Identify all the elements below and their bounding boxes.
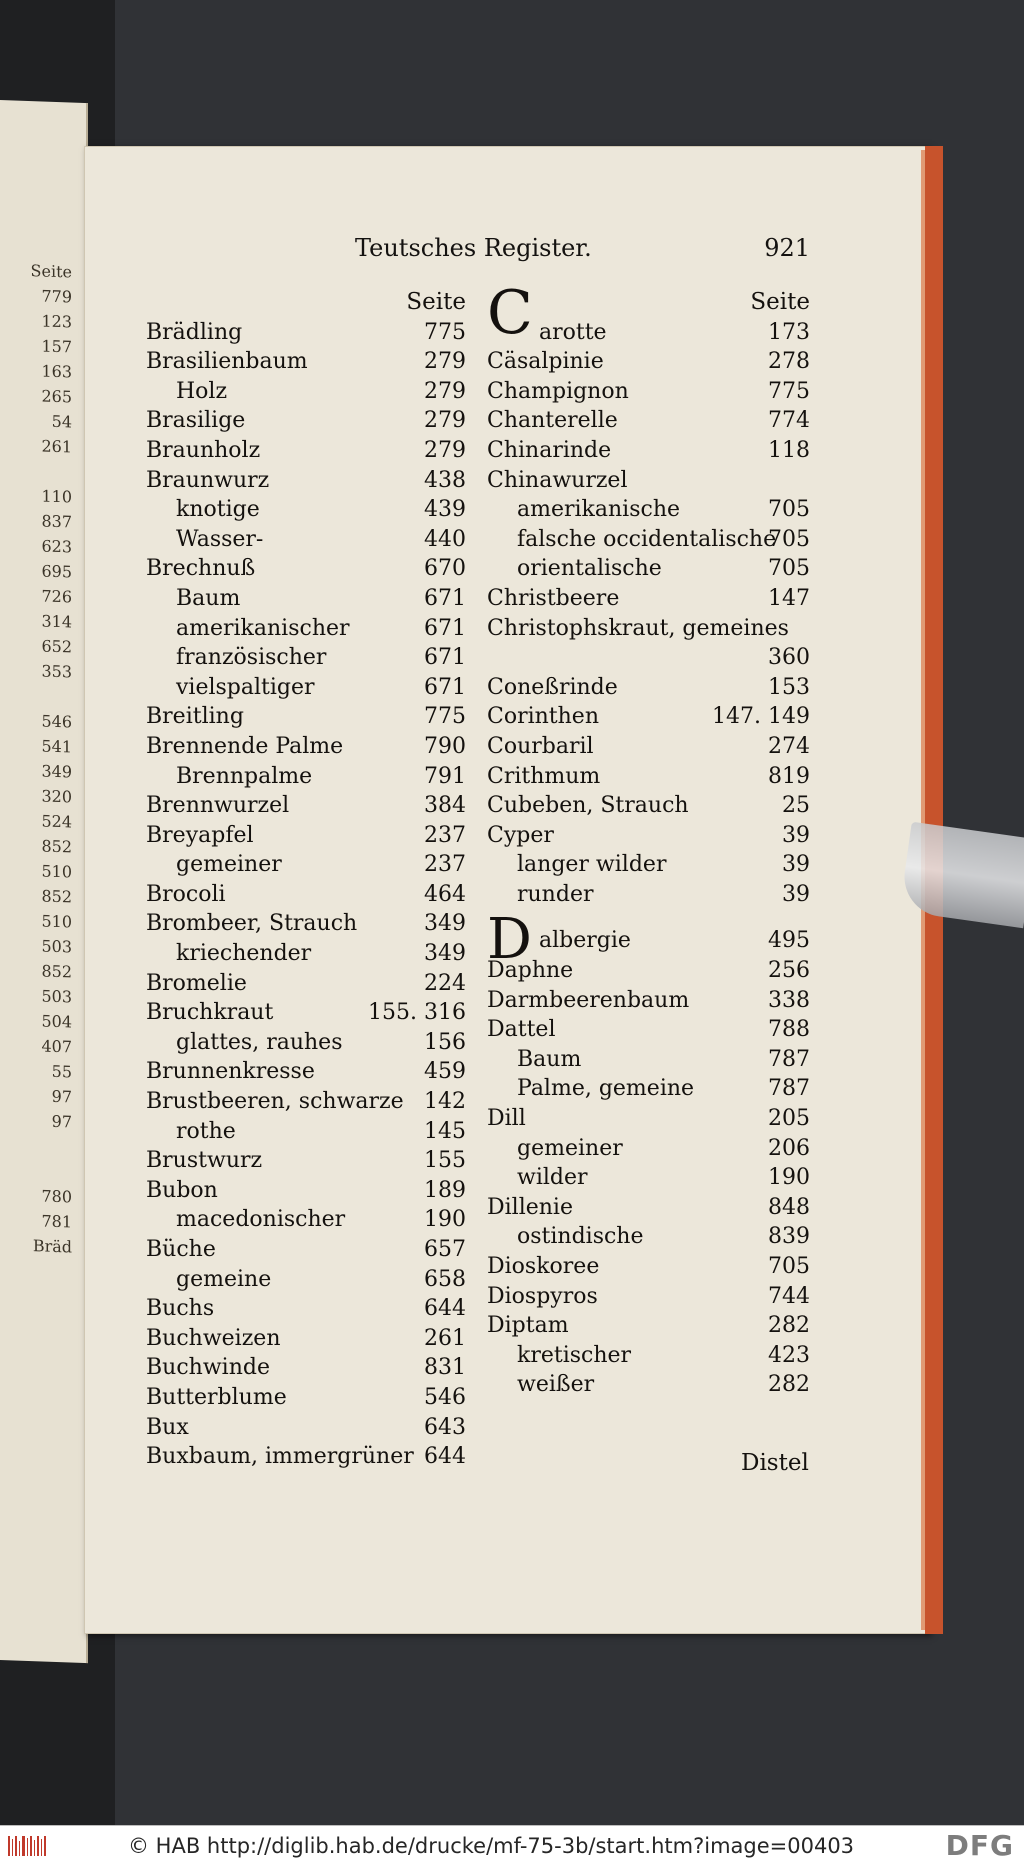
previous-page-number: 503 [41, 986, 72, 1007]
previous-page-number: 541 [41, 736, 72, 757]
entry-page-number: 256 [768, 958, 810, 984]
index-entry [146, 495, 466, 525]
index-entry [146, 1235, 466, 1265]
index-entry [146, 791, 466, 821]
entry-term: Brennpalme [176, 763, 313, 789]
previous-page-number: 781 [41, 1211, 72, 1232]
index-entry [146, 643, 466, 673]
entry-term: Diospyros [487, 1283, 598, 1309]
entry-page-number: 224 [424, 970, 466, 996]
index-entry [146, 939, 466, 969]
entry-page-number: 39 [782, 822, 810, 848]
entry-term: Palme, gemeine [517, 1076, 695, 1102]
entry-term: macedonischer [176, 1207, 346, 1233]
entry-page-number: 831 [424, 1355, 466, 1381]
entry-page-number: 644 [424, 1444, 466, 1470]
previous-page-number: 320 [41, 786, 72, 807]
entry-term: runder [517, 881, 594, 907]
entry-page-number: 495 [768, 928, 810, 954]
entry-term: Brustbeeren, schwarze [146, 1089, 404, 1115]
entry-term: kretischer [517, 1342, 632, 1368]
index-entry [146, 821, 466, 851]
entry-page-number: 787 [768, 1046, 810, 1072]
previous-page-number: 652 [41, 636, 72, 657]
entry-term: Bux [146, 1414, 189, 1440]
entry-term: Butterblume [146, 1384, 287, 1410]
entry-term: gemeine [176, 1266, 272, 1292]
entry-page-number: 173 [768, 319, 810, 345]
entry-page-number: 775 [424, 704, 466, 730]
column-heading [146, 288, 466, 318]
initial-letter-d: D [487, 907, 532, 972]
viewer-footer [0, 1825, 1024, 1865]
index-entry [146, 702, 466, 732]
index-entry [146, 614, 466, 644]
previous-page-number: 779 [41, 286, 72, 307]
previous-page-number: 157 [41, 336, 72, 357]
entry-page-number: 657 [424, 1237, 466, 1262]
previous-page-number: 623 [41, 536, 72, 557]
entry-page-number: 237 [424, 852, 466, 878]
index-entry [487, 1341, 810, 1371]
index-entry [146, 436, 466, 466]
entry-page-number: 278 [768, 349, 810, 375]
index-entry [146, 1383, 466, 1413]
previous-page-number: 504 [41, 1011, 72, 1032]
entry-term: langer wilder [517, 852, 667, 878]
index-entry [146, 525, 466, 555]
index-entry [487, 850, 810, 880]
page-number: 921 [764, 234, 810, 262]
entry-page-number: 279 [424, 408, 466, 434]
entry-term: Diptam [487, 1313, 569, 1339]
entry-term: weißer [517, 1372, 595, 1398]
previous-page-number: 503 [41, 936, 72, 957]
entry-page-number: 791 [424, 763, 466, 789]
index-entry [487, 821, 810, 851]
entry-term: Chanterelle [487, 408, 618, 434]
entry-term: Brunnenkresse [146, 1059, 315, 1085]
entry-page-number: 279 [424, 437, 466, 463]
index-column-left [146, 288, 466, 1472]
previous-page-number: 510 [41, 861, 72, 882]
index-entry [146, 1294, 466, 1324]
index-entry [487, 791, 810, 821]
index-entry [487, 377, 810, 407]
entry-term: Dattel [487, 1017, 556, 1043]
entry-page-number: 671 [424, 615, 466, 641]
previous-page-number: 546 [41, 711, 72, 732]
entry-term: knotige [176, 497, 260, 523]
entry-term: Darmbeerenbaum [487, 987, 690, 1013]
entry-term: albergie [539, 928, 631, 954]
index-entry [146, 1057, 466, 1087]
entry-page-number: 279 [424, 378, 466, 404]
index-entry [487, 466, 810, 496]
entry-page-number: 705 [768, 526, 810, 552]
previous-page-number: 407 [41, 1036, 72, 1057]
previous-page-number: 726 [41, 586, 72, 607]
entry-page-number: 147. 149 [712, 704, 810, 730]
entry-page-number: Seite [750, 289, 810, 315]
entry-page-number: 261 [424, 1325, 466, 1351]
previous-page-number: Seite [30, 261, 72, 282]
previous-page-number: 510 [41, 911, 72, 932]
index-entry [487, 986, 810, 1016]
entry-page-number: 839 [768, 1224, 810, 1250]
index-entry [146, 584, 466, 614]
entry-term: Daphne [487, 958, 574, 984]
dfg-logo: DFG [945, 1829, 1014, 1862]
entry-page-number: Seite [406, 289, 466, 315]
previous-page-number: 261 [41, 436, 72, 457]
entry-term: Cyper [487, 822, 554, 848]
index-entry [146, 732, 466, 762]
index-entry [146, 1442, 466, 1472]
previous-page-number: 123 [41, 311, 72, 332]
index-entry [146, 1117, 466, 1147]
index-entry [146, 466, 466, 496]
index-entry [487, 347, 810, 377]
entry-term: amerikanischer [176, 615, 350, 641]
previous-page-number: 54 [51, 411, 72, 432]
index-entry [146, 1028, 466, 1058]
entry-page-number: 349 [424, 941, 466, 967]
copyright-link[interactable]: © HAB http://diglib.hab.de/drucke/mf-75-3b/start.htm?image=00403 [128, 1834, 855, 1858]
entry-term: Chinarinde [487, 437, 612, 463]
entry-term: Brasilige [146, 408, 246, 434]
previous-page-number: 695 [41, 561, 72, 582]
index-entry [487, 1222, 810, 1252]
entry-page-number: 438 [424, 467, 466, 493]
entry-page-number: 118 [768, 437, 810, 463]
entry-term: Corinthen [487, 704, 599, 730]
index-entry [487, 525, 810, 555]
entry-term: Courbaril [487, 733, 594, 759]
previous-page-number: 852 [41, 886, 72, 907]
entry-page-number: 658 [424, 1266, 466, 1292]
entry-page-number: 671 [424, 674, 466, 700]
index-entry [146, 554, 466, 584]
entry-page-number: 145 [424, 1118, 466, 1144]
index-entry [487, 1134, 810, 1164]
previous-page-numbers [0, 260, 86, 1263]
page-title: Teutsches Register. [355, 234, 592, 262]
previous-page-edge [0, 100, 88, 1663]
index-entry [487, 1311, 810, 1341]
index-entry [146, 1265, 466, 1295]
entry-page-number: 190 [424, 1207, 466, 1233]
index-entry [487, 673, 810, 703]
entry-page-number: 643 [424, 1414, 466, 1440]
entry-term: Wasser- [176, 526, 264, 552]
entry-term: Cubeben, Strauch [487, 793, 689, 819]
previous-page-number: 852 [41, 961, 72, 982]
entry-term: arotte [539, 319, 607, 345]
index-entry [487, 880, 810, 910]
entry-term: französischer [176, 645, 327, 671]
entry-term: Cäsalpinie [487, 349, 604, 375]
entry-page-number: 349 [424, 911, 466, 937]
entry-page-number: 423 [768, 1342, 810, 1368]
entry-term: glattes, rauhes [176, 1029, 343, 1055]
entry-term: Brennwurzel [146, 793, 290, 819]
entry-page-number: 546 [424, 1384, 466, 1410]
index-entry [487, 1163, 810, 1193]
previous-page-number: 524 [41, 811, 72, 832]
initial-letter-c: C [487, 278, 533, 348]
entry-term: Christbeere [487, 585, 620, 611]
entry-term: Buchs [146, 1296, 215, 1322]
previous-page-number: 353 [41, 661, 72, 682]
entry-page-number: 644 [424, 1296, 466, 1322]
running-header [355, 234, 810, 274]
index-entry [146, 909, 466, 939]
previous-page-number: 265 [41, 386, 72, 407]
index-entry [487, 406, 810, 436]
index-entry [146, 1146, 466, 1176]
entry-page-number: 787 [768, 1076, 810, 1102]
entry-page-number: 439 [424, 497, 466, 523]
index-entry [146, 318, 466, 348]
entry-term: Brombeer, Strauch [146, 911, 358, 937]
entry-page-number: 819 [768, 763, 810, 789]
entry-term: Brechnuß [146, 556, 256, 582]
entry-term: Dioskoree [487, 1254, 600, 1279]
entry-page-number: 788 [768, 1017, 810, 1043]
entry-page-number: 205 [768, 1106, 810, 1132]
entry-page-number: 25 [782, 793, 810, 819]
index-entry [487, 732, 810, 762]
entry-term: Brasilienbaum [146, 349, 308, 375]
index-entry [487, 702, 810, 732]
entry-page-number: 671 [424, 645, 466, 671]
index-entry [487, 614, 810, 644]
entry-term: Crithmum [487, 763, 601, 789]
entry-term: Baum [517, 1046, 582, 1072]
entry-term: falsche occidentalische [517, 526, 777, 552]
entry-page-number: 155 [424, 1148, 466, 1174]
catchword: Distel [741, 1450, 809, 1476]
previous-page-number: 97 [51, 1111, 72, 1132]
entry-page-number: 282 [768, 1372, 810, 1398]
entry-page-number: 775 [768, 378, 810, 404]
entry-term: rothe [176, 1118, 236, 1144]
entry-page-number: 670 [424, 556, 466, 582]
entry-term: Bubon [146, 1177, 218, 1203]
previous-page-number: 163 [41, 361, 72, 382]
entry-term: wilder [517, 1165, 588, 1191]
index-entry [146, 406, 466, 436]
entry-term: Holz [176, 378, 228, 404]
entry-page-number: 282 [768, 1313, 810, 1339]
entry-page-number: 464 [424, 881, 466, 907]
entry-page-number: 774 [768, 408, 810, 434]
index-entry [146, 762, 466, 792]
index-entry [146, 1176, 466, 1206]
entry-term: Buxbaum, immergrüner [146, 1444, 414, 1470]
entry-page-number: 189 [424, 1177, 466, 1203]
entry-term: Bruchkraut [146, 1000, 274, 1026]
entry-term: Braunholz [146, 437, 261, 463]
index-entry [146, 377, 466, 407]
entry-term: kriechender [176, 941, 312, 967]
entry-term: Dillenie [487, 1194, 573, 1220]
entry-term: amerikanische [517, 497, 681, 523]
entry-term: Brocoli [146, 881, 226, 907]
entry-term: gemeiner [176, 852, 282, 878]
entry-page-number: 142 [424, 1089, 466, 1115]
entry-term: vielspaltiger [176, 674, 315, 700]
entry-page-number: 39 [782, 881, 810, 907]
index-entry [487, 1015, 810, 1045]
previous-page-number: 110 [41, 486, 72, 507]
index-entry [487, 554, 810, 584]
index-entry [146, 1087, 466, 1117]
previous-page-number: 837 [41, 511, 72, 532]
previous-page-number: 852 [41, 836, 72, 857]
entry-page-number: 237 [424, 822, 466, 848]
index-entry [146, 1353, 466, 1383]
entry-page-number: 190 [768, 1165, 810, 1191]
entry-term: Braunwurz [146, 467, 270, 493]
entry-page-number: 384 [424, 793, 466, 819]
index-entry [146, 1413, 466, 1443]
previous-page-number: 55 [51, 1061, 72, 1082]
entry-term: Büche [146, 1237, 216, 1262]
index-entry [487, 762, 810, 792]
entry-page-number: 206 [768, 1135, 810, 1161]
entry-page-number: 790 [424, 733, 466, 759]
previous-page-number: 314 [41, 611, 72, 632]
entry-term: Breyapfel [146, 822, 254, 848]
entry-term: Champignon [487, 378, 629, 404]
entry-page-number: 338 [768, 987, 810, 1013]
entry-page-number: 744 [768, 1283, 810, 1309]
entry-page-number: 705 [768, 497, 810, 523]
previous-page-number: 97 [51, 1086, 72, 1107]
index-entry [146, 673, 466, 703]
index-entry [146, 1205, 466, 1235]
index-entry [487, 1193, 810, 1223]
entry-term: Bromelie [146, 970, 247, 996]
entry-term: Baum [176, 585, 241, 611]
entry-term: Brennende Palme [146, 733, 344, 759]
entry-page-number: 459 [424, 1059, 466, 1085]
entry-page-number: 671 [424, 585, 466, 611]
entry-page-number: 274 [768, 733, 810, 759]
index-entry [487, 643, 810, 673]
index-entry [146, 969, 466, 999]
barcode-icon [8, 1836, 48, 1856]
entry-page-number: 775 [424, 319, 466, 345]
index-entry [146, 998, 466, 1028]
entry-term: Buchwinde [146, 1355, 270, 1381]
previous-page-number: 780 [41, 1186, 72, 1207]
previous-page-number: Bräd [32, 1236, 72, 1257]
index-entry [487, 1045, 810, 1075]
entry-term: ostindische [517, 1224, 644, 1250]
entry-page-number: 440 [424, 526, 466, 552]
previous-page-number: 349 [41, 761, 72, 782]
entry-term: Breitling [146, 704, 244, 730]
index-entry [487, 495, 810, 525]
entry-term: Buchweizen [146, 1325, 281, 1351]
index-entry [487, 1370, 810, 1400]
index-entry [146, 1324, 466, 1354]
index-entry [146, 850, 466, 880]
entry-term: Christophskraut, gemeines [487, 615, 789, 641]
entry-page-number: 147 [768, 585, 810, 611]
entry-page-number: 155. 316 [368, 1000, 466, 1026]
index-entry [487, 1252, 810, 1282]
index-column-right [487, 288, 810, 1400]
entry-page-number: 360 [768, 645, 810, 671]
index-entry [487, 1104, 810, 1134]
entry-page-number: 705 [768, 1254, 810, 1279]
entry-page-number: 153 [768, 674, 810, 700]
entry-term: Brustwurz [146, 1148, 263, 1174]
entry-term: Dill [487, 1106, 526, 1132]
entry-page-number: 39 [782, 852, 810, 878]
entry-page-number: 279 [424, 349, 466, 375]
index-entry [487, 1074, 810, 1104]
entry-term: Chinawurzel [487, 467, 628, 493]
entry-term: gemeiner [517, 1135, 623, 1161]
index-entry [146, 347, 466, 377]
index-entry [487, 436, 810, 466]
entry-term: orientalische [517, 556, 662, 582]
index-entry [487, 1282, 810, 1312]
index-entry [487, 584, 810, 614]
entry-page-number: 848 [768, 1194, 810, 1220]
index-entry [146, 880, 466, 910]
entry-term: Coneßrinde [487, 674, 618, 700]
entry-page-number: 705 [768, 556, 810, 582]
entry-page-number: 156 [424, 1029, 466, 1055]
entry-term: Brädling [146, 319, 243, 345]
